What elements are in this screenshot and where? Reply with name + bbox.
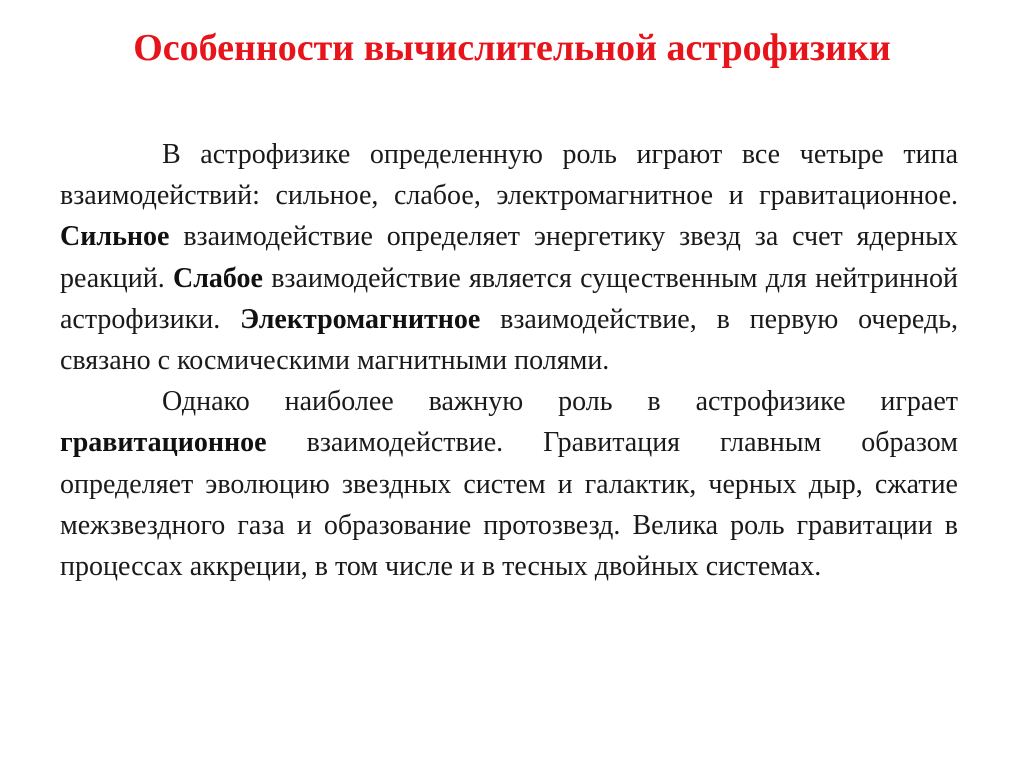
paragraph-1-text: взаимодействие, в первую очередь, связано с космическими магнитными полями. — [60, 303, 959, 377]
paragraph-2-text: Однако наиболее важную роль в астрофизике играет — [162, 386, 958, 418]
paragraph-1-text: взаимодействие является существенным для нейтринной астрофизики. — [60, 262, 958, 335]
gravitational-interaction-term: гравитационное — [60, 427, 267, 459]
paragraph-1 — [60, 134, 958, 381]
paragraph-1-text: взаимодействие определяет энергетику звезд за счет ядерных реакций. — [60, 221, 958, 294]
paragraph-2 — [60, 381, 958, 587]
slide-title: Особенности вычислительной астрофизики — [133, 27, 891, 69]
weak-interaction-term: Слабое — [172, 262, 263, 294]
electromagnetic-interaction-term: Электромагнитное — [240, 303, 481, 335]
paragraph-1-text: В астрофизике определенную роль играют все четыре типа взаимодействий: сильное, слабое, электромагнитное и гравитационное. — [60, 139, 958, 212]
paragraph-2-text: взаимодействие. Гравитация главным образом определяет эволюцию звездных систем и галактик, черных дыр, сжатие межзвездного газа и образование протозвезд. Велика роль гравитации в процессах аккреции, в том числе и в тесных двойных системах. — [60, 427, 958, 583]
strong-interaction-term: Сильное — [60, 221, 170, 253]
slide-body — [60, 134, 958, 587]
